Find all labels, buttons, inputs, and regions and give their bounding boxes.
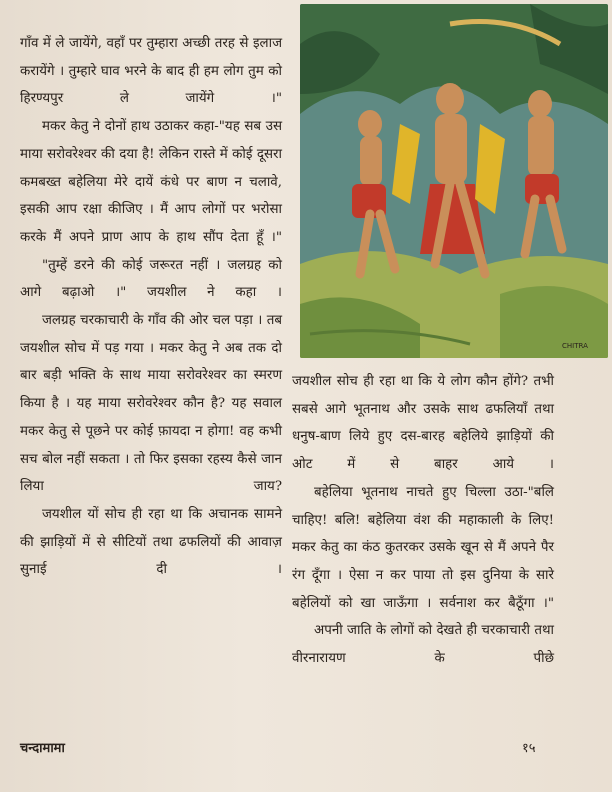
page-number: १५ <box>522 741 536 756</box>
paragraph-2: मकर केतु ने दोनों हाथ उठाकर कहा-"यह सब उस माया सरोवरेश्वर की दया है! लेकिन रास्ते में कोई दूसरा कमबख्त बहेलिया मेरे दायें कंधे पर बाण न चलावे, इसकी आप रक्षा कीजिए । मैं आप लोगों पर भरोसा करके मैं अपने प्राण आप के हाथ सौंप देता हूँ ।" <box>20 119 282 245</box>
paragraph-1: गाँव में ले जायेंगे, वहाँ पर तुम्हारा अच्छी तरह से इलाज करायेंगे । तुम्हारे घाव भरने के बाद ही हम लोग तुम को हिरण्यपुर ले जायेंगे ।" <box>20 36 282 107</box>
right-text-column <box>292 368 554 673</box>
paragraph-7: बहेलिया भूतनाथ नाचते हुए चिल्ला उठा-"बलि चाहिए! बलि! बहेलिया वंश की महाकाली के लिए! मकर केतु का कंठ कुतरकर उसके खून से मैं अपने पैर रंग दूँगा । ऐसा न कर पाया तो इस दुनिया के सारे बहेलियों को खा जाऊँगा । सर्वनाश कर बैठूँगा ।" <box>292 484 554 611</box>
story-illustration <box>300 4 608 358</box>
hunters-illustration-image <box>300 4 608 358</box>
paragraph-8: अपनी जाति के लोगों को देखते ही चरकाचारी तथा वीरनारायण के पीछे <box>292 623 554 667</box>
left-text-column <box>20 30 282 584</box>
magazine-name: चन्दामामा <box>20 741 65 756</box>
paragraph-6: जयशील सोच ही रहा था कि ये लोग कौन होंगे? तभी सबसे आगे भूतनाथ और उसके साथ ढफलियाँ तथा धनुष-बाण लिये हुए दस-बारह बहेलिये झाड़ियों की ओट में से बाहर आये । <box>292 374 554 473</box>
paragraph-4: जलग्रह चरकाचारी के गाँव की ओर चल पड़ा । तब जयशील सोच में पड़ गया । मकर केतु ने अब तक दो बार बड़ी भक्ति के साथ माया सरोवरेश्वर का स्मरण किया है । यह माया सरोवरेश्वर कौन है? यह सवाल मकर केतु से पूछने पर कोई फ़ायदा न होगा! वह कभी सच बोल नहीं सकता । तो फिर इसका रहस्य कैसे जान लिया जाय? <box>20 313 282 495</box>
paragraph-5: जयशील यों सोच ही रहा था कि अचानक सामने की झाड़ियों में से सीटियों तथा ढफलियों की आवाज़ सुनाई दी । <box>20 506 282 578</box>
artist-signature: CHITRA <box>562 342 588 350</box>
paragraph-3: "तुम्हें डरने की कोई जरूरत नहीं । जलग्रह को आगे बढ़ाओ ।" जयशील ने कहा । <box>20 257 282 301</box>
